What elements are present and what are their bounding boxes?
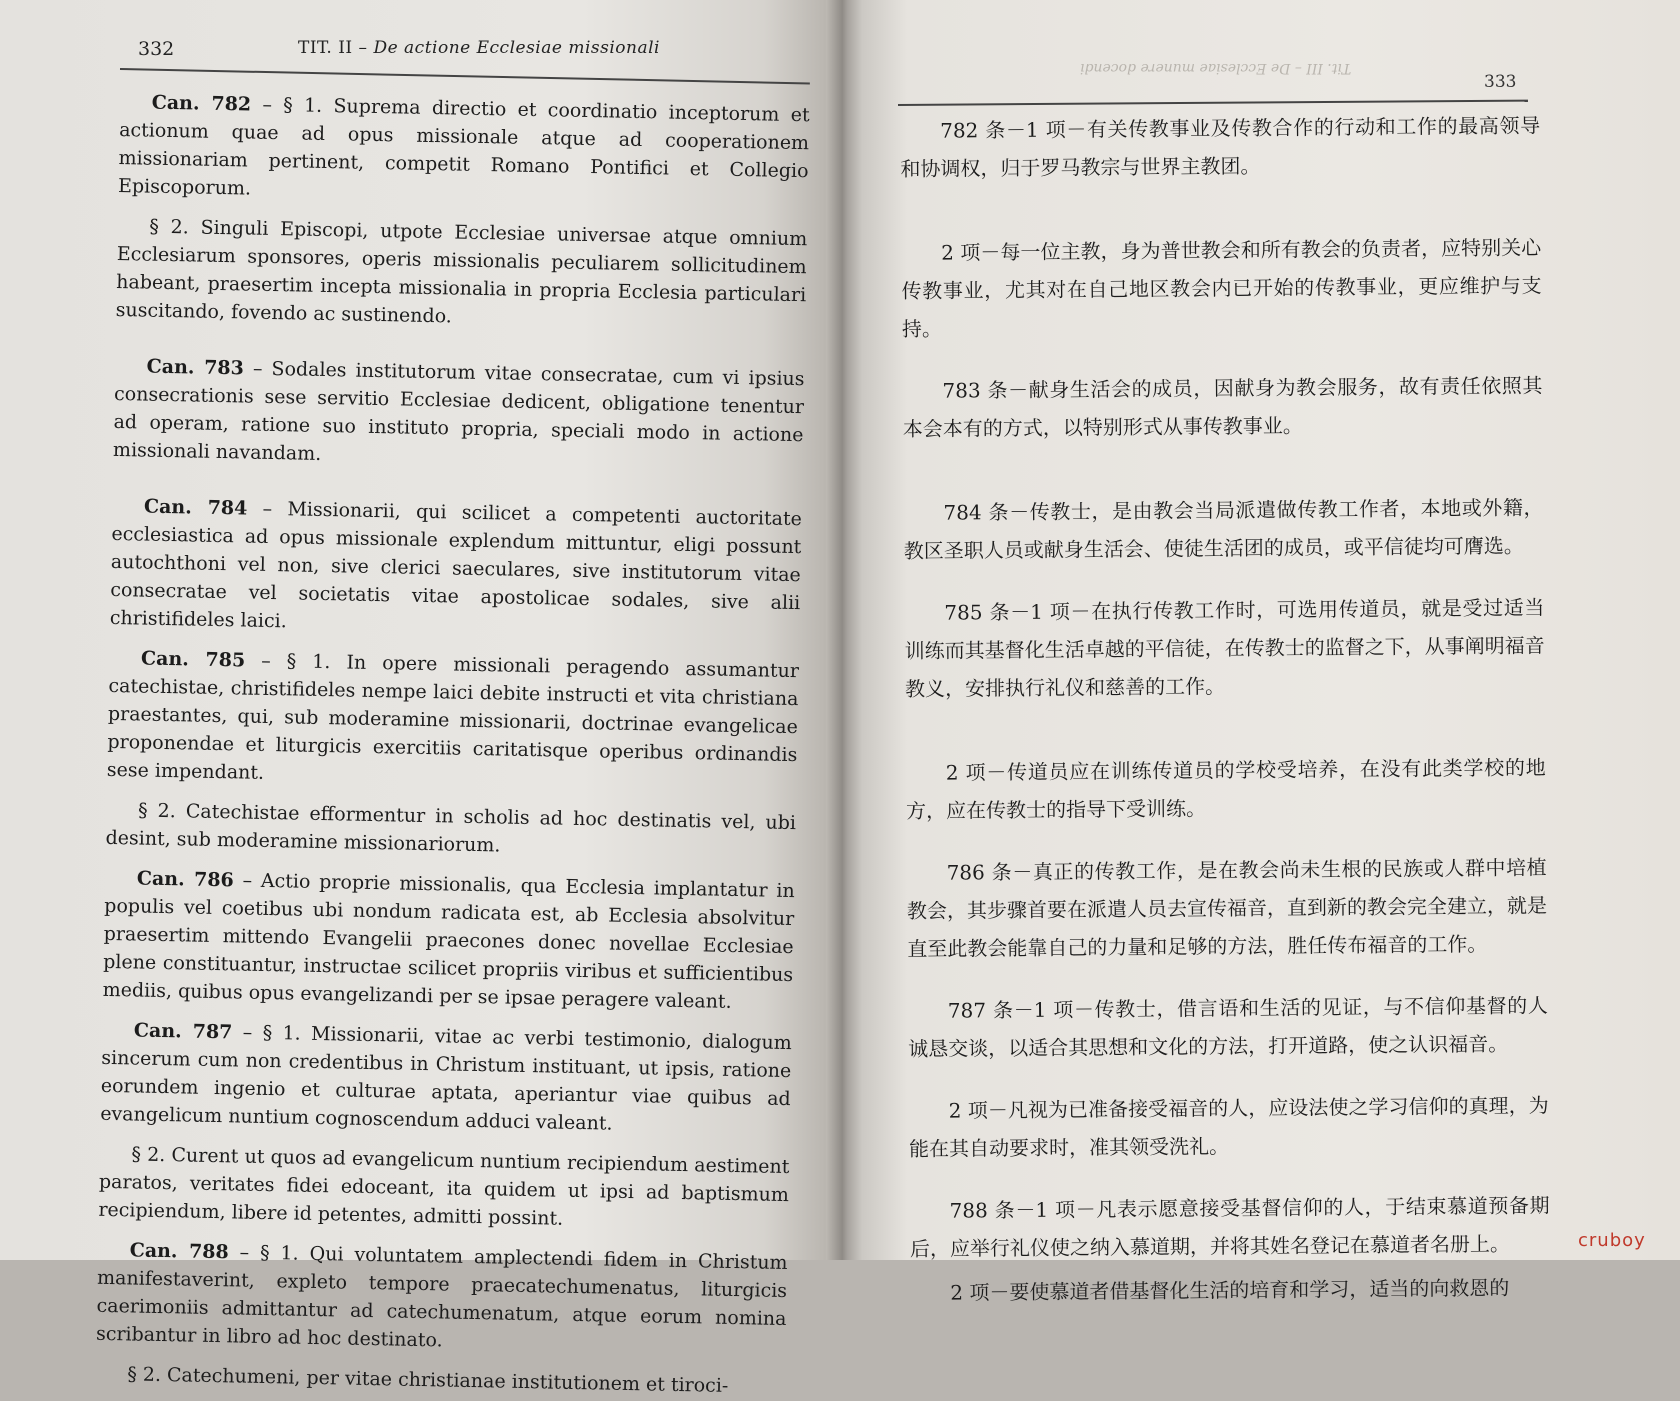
canon-786 <box>102 864 795 1017</box>
canon-text: § 2. Singuli Episcopi, utpote Ecclesiae universae atque omnium Ecclesiarum sponsores, operis missionalis peculiarem sollicitudinem habeant, praesertim incepta missionalia in propria Ecclesia particulari suscitando, fovendo ac sustinendo. <box>115 215 808 328</box>
left-page-header <box>138 30 828 70</box>
canon-label: Can. 787 <box>133 1019 233 1044</box>
canon-782-p2 <box>115 212 807 337</box>
book-gutter <box>826 0 862 1260</box>
watermark: cruboy <box>1578 1230 1646 1251</box>
canon-787-p2 <box>98 1140 789 1237</box>
faint-show-through-head: Tit. III – De Ecclesiae munere docendi <box>1080 60 1352 76</box>
latin-text-column <box>95 88 810 1401</box>
zh-782-p1: 782 条－1 项－有关传教事业及传教合作的行动和工作的最高领导和协调权，归于罗马教宗与世界主教团。 <box>900 113 1541 181</box>
chinese-text-column <box>900 106 1550 1312</box>
canon-text: – Missionarii, qui scilicet a competenti auctoritate ecclesiastica ad opus missionale explendum mittuntur, eligi possunt autochthoni vel non, sive clerici saeculares, sive institutorum vitae consecratae vel societatis vitae apostolicae sodales, sive alii christifideles laici. <box>109 497 803 633</box>
zh-785-p1: 785 条－1 项－在执行传教工作时，可选用传道员，就是受过适当训练而其基督化生活卓越的平信徒，在传教士的监督之下，从事阐明福音教义，安排执行礼仪和慈善的工作。 <box>904 595 1545 701</box>
canon-text: § 2. Curent ut quos ad evangelicum nuntium recipiendum aestiment paratos, veritates fidei edoceant, ita quidem ut ipsi ad baptismum recipiendum, libere id petentes, admitti possint. <box>98 1143 790 1230</box>
zh-787-p1: 787 条－1 项－传教士，借言语和生活的见证，与不信仰基督的人诚恳交谈，以适合其思想和文化的方法，打开道路，使之认识福音。 <box>908 993 1548 1061</box>
canon-label: Can. 782 <box>151 91 252 116</box>
left-page-number: 332 <box>138 38 175 60</box>
canon-text: § 2. Catechistae efformentur in scholis ad hoc destinatis vel, ubi desint, sub moderamine missionariorum. <box>105 799 797 857</box>
running-head-prefix: TIT. II – <box>298 38 368 58</box>
canon-text: – § 1. Missionarii, vitae ac verbi testimonio, dialogum sincerum cum non credentibus in Christum instituant, ut ipsis, ratione eorundem ingenio et culturae aptata, aperiantur viae quibus ad evangelicum nuntium cognoscendum adduci valeant. <box>100 1021 792 1135</box>
canon-text: – Sodales institutorum vitae consecratae, cum vi ipsius consecrationis sese servitio Ecclesiae dedicent, obligatione tenentur ad operam, ratione suo instituto propria, speciali modo in actione missionali navandam. <box>112 357 805 465</box>
canon-text: – Actio proprie missionalis, qua Ecclesia implantatur in populis vel coetibus ubi nondum radicata est, ab Ecclesia absolvitur praesertim mittendo Evangelii praecones donec novellae Ecclesiae plene constituantur, instructae scilicet propriis viribus et sufficientibus mediis, quibus opus evangelizandi per se ipsae peragere valeant. <box>102 869 795 1013</box>
zh-783: 783 条－献身生活会的成员，因献身为教会服务，故有责任依照其本会本有的方式，以特别形式从事传教事业。 <box>902 373 1543 441</box>
canon-784 <box>110 492 803 645</box>
canon-label: Can. 785 <box>140 647 246 672</box>
zh-787-p2: 2 项－凡视为已准备接受福音的人，应设法使之学习信仰的真理，为能在其自动要求时，准其领受洗礼。 <box>908 1093 1549 1161</box>
canon-label: Can. 784 <box>143 495 248 520</box>
canon-788-p1 <box>96 1236 788 1361</box>
zh-785-p2: 2 项－传道员应在训练传道员的学校受培养，在没有此类学校的地方，应在传教士的指导下受训练。 <box>905 755 1546 823</box>
zh-786: 786 条－真正的传教工作，是在教会尚未生根的民族或人群中培植教会，其步骤首要在派遣人员去宣传福音，直到新的教会完全建立，就是直至此教会能靠自己的力量和足够的方法，胜任传布福音的工作。 <box>906 855 1548 961</box>
canon-label: Can. 788 <box>129 1239 229 1264</box>
canon-text: – § 1. In opere missionali peragendo assumantur catechistae, christifideles nempe laici debite instructi et vita christiana praestantes, qui, sub moderamine missionarii, doctrinae evangelicae proponendae et liturgicis exercitiis caritatisque operibus ordinandis sese impendant. <box>106 649 800 784</box>
canon-text: – § 1. Suprema directio et coordinatio inceptorum et actionum quae ad opus missionale atque ad cooperationem missionariam pertinent, competit Romano Pontifici et Collegio Episcoporum. <box>117 93 810 200</box>
canon-label: Can. 786 <box>136 867 234 892</box>
canon-785-p1 <box>107 644 800 797</box>
canon-text: § 2. Catechumeni, per vitae christianae institutionem et tiroci- <box>127 1363 729 1397</box>
canon-787-p1 <box>100 1016 792 1141</box>
running-head-title: De actione Ecclesiae missionali <box>373 38 660 58</box>
zh-782-p2: 2 项－每一位主教，身为普世教会和所有教会的负责者，应特别关心传教事业，尤其对在自己地区教会内已开始的传教事业，更应维护与支持。 <box>901 235 1542 341</box>
canon-783 <box>113 352 805 477</box>
zh-788-p1: 788 条－1 项－凡表示愿意接受基督信仰的人，于结束慕道预备期后，应举行礼仪使之纳入慕道期，并将其姓名登记在慕道者名册上。 <box>909 1193 1550 1261</box>
right-page-number: 333 <box>1484 72 1517 92</box>
canon-text: – § 1. Qui voluntatem amplectendi fidem in Christum manifestaverint, expleto tempore praecatechumenatus, liturgicis caerimoniis admittantur ad catechumenatum, atque eorum nomina scribantur in libro ad hoc destinato. <box>95 1241 788 1352</box>
canon-782-p1 <box>118 88 810 213</box>
zh-784: 784 条－传教士，是由教会当局派遣做传教工作者，本地或外籍，教区圣职人员或献身生活会、使徒生活团的成员，或平信徒均可膺选。 <box>903 495 1544 563</box>
left-running-head <box>298 38 660 58</box>
zh-788-p2: 2 项－要使慕道者借基督化生活的培育和学习，适当的向救恩的 <box>950 1275 1510 1305</box>
canon-label: Can. 783 <box>146 355 245 380</box>
